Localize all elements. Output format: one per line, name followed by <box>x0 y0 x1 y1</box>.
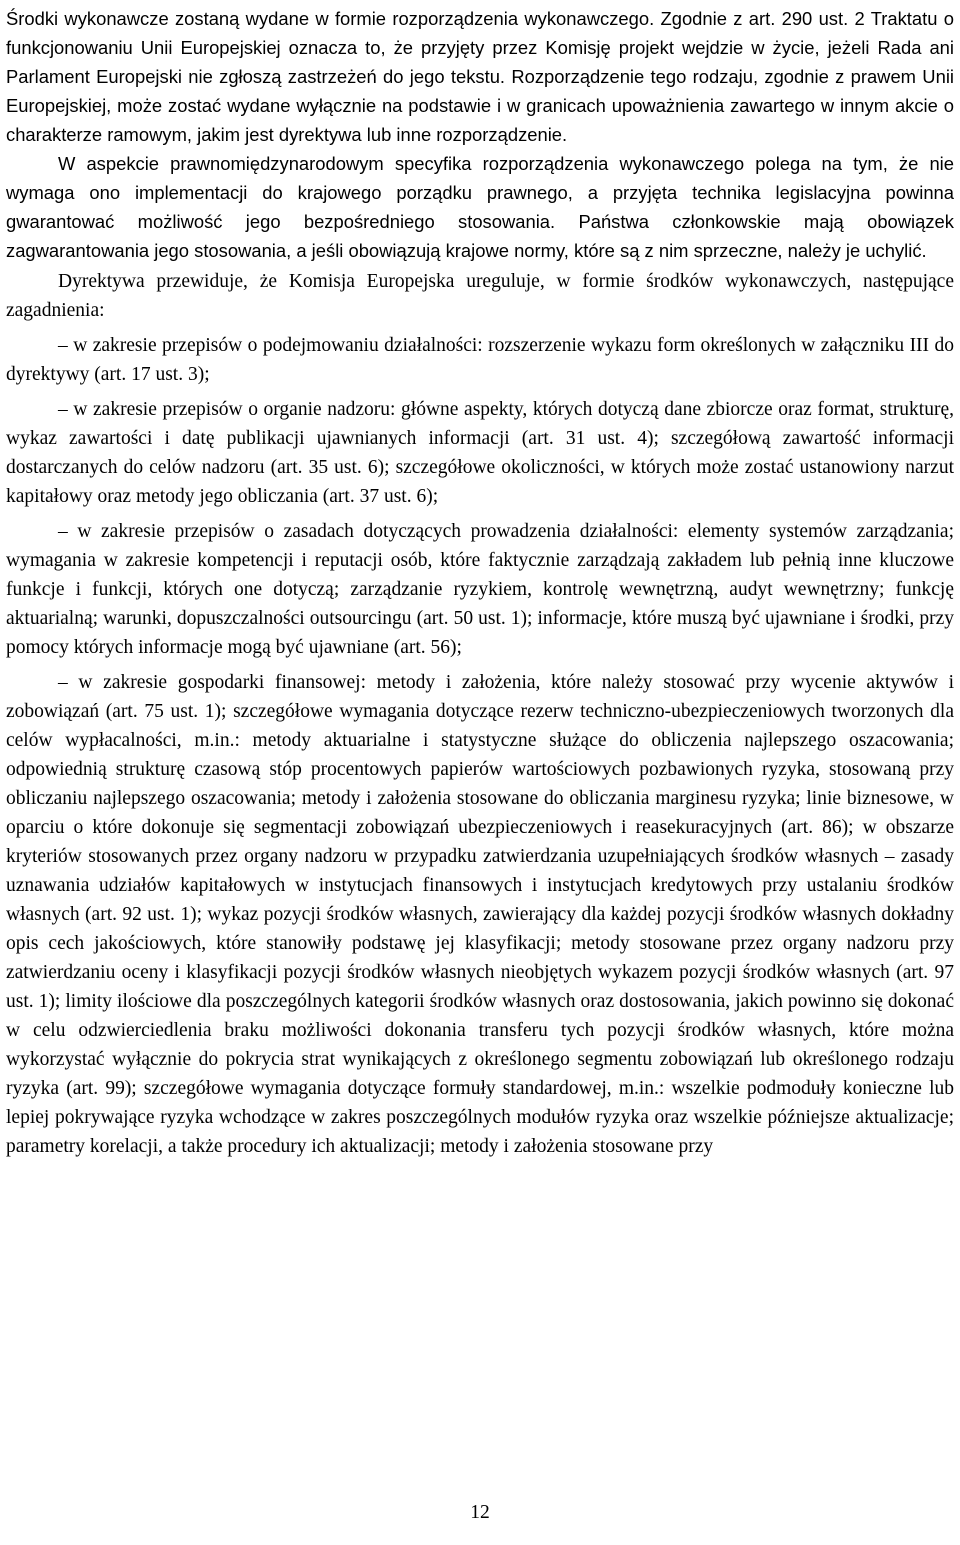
page-number: 12 <box>470 1502 490 1523</box>
list-item: – w zakresie przepisów o podejmowaniu działalności: rozszerzenie wykazu form określonych w załączniku III do dyrektywy (art. 17 ust. 3); <box>6 335 954 385</box>
list-item: – w zakresie przepisów o zasadach dotyczących prowadzenia działalności: elementy systemów zarządzania; wymagania w zakresie kompetencji i reputacji osób, które faktycznie zarządzają zakładem lub pełnią inne kluczowe funkcje i funkcji, których one dotyczą; zarządzanie ryzykiem, kontrolę wewnętrzną, audyt wewnętrzny; funkcję aktuarialną; warunki, dopuszczalności outsourcingu (art. 50 ust. 1); informacje, które muszą być ujawniane i środki, przy pomocy których informacje mogą być ujawniane (art. 56); <box>6 521 954 658</box>
paragraph-international-law: W aspekcie prawnomiędzynarodowym specyfika rozporządzenia wykonawczego polega na tym, że nie wymaga ono implementacji do krajowego porządku prawnego, a przyjęta technika legislacyjna powinna gwarantować możliwość jego bezpośredniego stosowania. Państwa członkowskie mają obowiązek zagwarantowania jego stosowania, a jeśli obowiązują krajowe normy, które są z nim sprzeczne, należy je uchylić. <box>6 153 954 261</box>
list-item: – w zakresie przepisów o organie nadzoru: główne aspekty, których dotyczą dane zbiorcze oraz format, strukturę, wykaz zawartości i datę publikacji ujawnianych informacji (art. 31 ust. 4); szczegółową zawartość informacji dostarczanych do celów nadzoru (art. 35 ust. 6); szczegółowe okoliczności, w których może zostać ustanowiony narzut kapitałowy oraz metody jego obliczania (art. 37 ust. 6); <box>6 399 954 507</box>
paragraph-implementing-measures: Środki wykonawcze zostaną wydane w formie rozporządzenia wykonawczego. Zgodnie z art. 290 ust. 2 Traktatu o funkcjonowaniu Unii Europejskiej oznacza to, że przyjęty przez Komisję projekt wejdzie w życie, jeżeli Rada ani Parlament Europejski nie zgłoszą zastrzeżeń do jego tekstu. Rozporządzenie tego rodzaju, zgodnie z prawem Unii Europejskiej, może zostać wydane wyłącznie na podstawie i w granicach upoważnienia zawartego w innym akcie o charakterze ramowym, jakim jest dyrektywa lub inne rozporządzenie. <box>6 8 954 145</box>
list-item: – w zakresie gospodarki finansowej: metody i założenia, które należy stosować przy wycenie aktywów i zobowiązań (art. 75 ust. 1); szczegółowe wymagania dotyczące rezerw techniczno-ubezpieczeniowych tworzonych dla celów wypłacalności, m.in.: metody aktuarialne i statystyczne służące do obliczenia najlepszego oszacowania; odpowiednią strukturę czasową stóp procentowych papierów wartościowych pozbawionych ryzyka, stosowaną przy obliczaniu najlepszego oszacowania; metody i założenia stosowane do obliczania marginesu ryzyka; linie biznesowe, w oparciu o które dokonuje się segmentacji zobowiązań ubezpieczeniowych i reasekuracyjnych (art. 86); w obszarze kryteriów stosowanych przez organy nadzoru w przypadku zatwierdzania uzupełniających środków własnych – zasady uznawania udziałów kapitałowych w instytucjach finansowych i instytucjach kredytowych przy ustalaniu środków własnych (art. 92 ust. 1); wykaz pozycji środków własnych, zawierający dla każdej pozycji środków własnych dokładny opis cech jakościowych, które stanowiły podstawę jej klasyfikacji; metody stosowane przez organy nadzoru przy zatwierdzaniu oceny i klasyfikacji pozycji środków własnych nieobjętych wykazem pozycji środków własnych (art. 97 ust. 1); limity ilościowe dla poszczególnych kategorii środków własnych oraz dostosowania, jakich powinno się dokonać w celu odzwierciedlenia braku możliwości dokonania transferu tych pozycji środków własnych, które można wykorzystać wyłącznie do pokrycia strat wynikających z określonego segmentu zobowiązań lub określonego rodzaju ryzyka (art. 99); szczegółowe wymagania dotyczące formuły standardowej, m.in.: wszelkie podmoduły konieczne lub lepiej pokrywające ryzyka wchodzące w zakres poszczególnych modułów ryzyka oraz wszelkie późniejsze aktualizacje; parametry korelacji, a także procedury ich aktualizacji; metody i założenia stosowane przy <box>6 672 954 1157</box>
paragraph-directive-intro: Dyrektywa przewiduje, że Komisja Europejska ureguluje, w formie środków wykonawczych, następujące zagadnienia: <box>6 271 954 321</box>
